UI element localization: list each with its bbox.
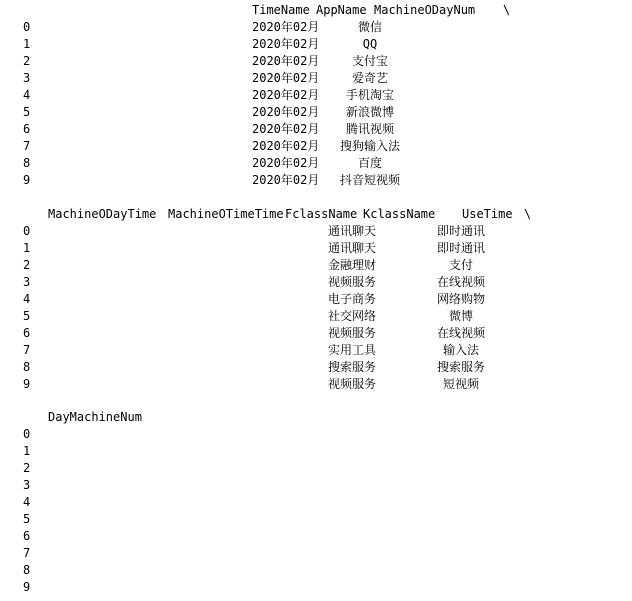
cell-fclassname: 社交网络: [328, 309, 377, 323]
cell-timename: 2020年02月: [252, 88, 320, 102]
table-row: [0, 562, 29, 579]
header-row: [0, 409, 142, 426]
cell-fclassname: 视频服务: [328, 326, 377, 340]
row-index: 8: [23, 360, 31, 374]
table-row: [0, 325, 485, 342]
continuation-marker: \: [524, 207, 532, 221]
row-index: 9: [23, 377, 31, 391]
cell-timename: 2020年02月: [252, 37, 320, 51]
row-index: 7: [23, 546, 31, 560]
table-row: [0, 460, 29, 477]
row-index: 9: [23, 580, 31, 594]
cell-fclassname: 通讯聊天: [328, 241, 377, 255]
table-row: [0, 274, 485, 291]
column-header-daymachinenum: DayMachineNum: [48, 410, 142, 424]
cell-timename: 2020年02月: [252, 173, 320, 187]
cell-kclassname: 在线视频: [436, 326, 485, 340]
row-index: 0: [23, 427, 31, 441]
cell-kclassname: 搜索服务: [436, 360, 485, 374]
row-index: 6: [23, 122, 31, 136]
row-index: 2: [23, 461, 31, 475]
column-header-usetime: UseTime: [462, 207, 513, 221]
cell-timename: 2020年02月: [252, 71, 320, 85]
table-row: [0, 70, 388, 87]
table-row: [0, 104, 394, 121]
row-index: 4: [23, 495, 31, 509]
cell-fclassname: 视频服务: [328, 275, 377, 289]
row-index: 5: [23, 512, 31, 526]
cell-kclassname: 在线视频: [436, 275, 485, 289]
table-row: [0, 308, 473, 325]
cell-fclassname: 电子商务: [328, 292, 377, 306]
row-index: 2: [23, 258, 31, 272]
cell-timename: 2020年02月: [252, 139, 320, 153]
row-index: 6: [23, 529, 31, 543]
dataframe-part-1: [0, 2, 511, 189]
column-header-machineodaytime: MachineODayTime: [48, 207, 157, 221]
column-header-machineodaynum: MachineODayNum: [374, 3, 476, 17]
cell-appname: QQ: [362, 37, 378, 51]
cell-timename: 2020年02月: [252, 20, 320, 34]
table-row: [0, 121, 394, 138]
cell-kclassname: 即时通讯: [436, 241, 485, 255]
cell-timename: 2020年02月: [252, 54, 320, 68]
table-row: [0, 138, 400, 155]
row-index: 3: [23, 478, 31, 492]
row-index: 7: [23, 139, 31, 153]
table-row: [0, 36, 378, 53]
cell-appname: 百度: [357, 156, 382, 170]
row-index: 4: [23, 88, 31, 102]
cell-kclassname: 网络购物: [436, 292, 485, 306]
table-row: [0, 359, 485, 376]
column-header-appname: AppName: [316, 3, 367, 17]
cell-fclassname: 通讯聊天: [328, 224, 377, 238]
cell-appname: 搜狗输入法: [339, 139, 400, 153]
continuation-marker: \: [503, 3, 511, 17]
row-index: 1: [23, 444, 31, 458]
column-header-fclassname: FclassName: [285, 207, 358, 221]
table-row: [0, 545, 29, 562]
table-row: [0, 342, 479, 359]
cell-kclassname: 支付: [448, 258, 473, 272]
table-row: [0, 494, 29, 511]
cell-kclassname: 短视频: [442, 377, 479, 391]
table-row: [0, 376, 479, 393]
column-header-machineotimetime: MachineOTimeTime: [168, 207, 284, 221]
table-row: [0, 155, 382, 172]
cell-kclassname: 输入法: [442, 343, 479, 357]
cell-kclassname: 微博: [448, 309, 473, 323]
row-index: 0: [23, 224, 31, 238]
cell-appname: 支付宝: [351, 54, 388, 68]
row-index: 7: [23, 343, 31, 357]
column-header-kclassname: KclassName: [363, 207, 436, 221]
cell-timename: 2020年02月: [252, 122, 320, 136]
table-row: [0, 87, 394, 104]
table-row: [0, 240, 485, 257]
table-row: [0, 511, 29, 528]
cell-appname: 新浪微博: [345, 105, 394, 119]
cell-timename: 2020年02月: [252, 156, 320, 170]
cell-kclassname: 即时通讯: [436, 224, 485, 238]
row-index: 0: [23, 20, 31, 34]
cell-appname: 爱奇艺: [351, 71, 388, 85]
row-index: 4: [23, 292, 31, 306]
table-row: [0, 579, 29, 596]
cell-appname: 抖音短视频: [339, 173, 400, 187]
cell-appname: 腾讯视频: [345, 122, 394, 136]
row-index: 8: [23, 563, 31, 577]
header-row: [0, 2, 511, 19]
table-row: [0, 443, 29, 460]
row-index: 3: [23, 71, 31, 85]
row-index: 8: [23, 156, 31, 170]
table-row: [0, 257, 473, 274]
row-index: 5: [23, 105, 31, 119]
row-index: 6: [23, 326, 31, 340]
dataframe-part-2: [0, 206, 532, 393]
table-row: [0, 223, 485, 240]
row-index: 5: [23, 309, 31, 323]
cell-timename: 2020年02月: [252, 105, 320, 119]
cell-appname: 手机淘宝: [345, 88, 394, 102]
table-row: [0, 291, 485, 308]
cell-fclassname: 实用工具: [328, 343, 377, 357]
table-row: [0, 53, 388, 70]
row-index: 9: [23, 173, 31, 187]
column-header-timename: TimeName: [252, 3, 310, 17]
table-row: [0, 172, 400, 189]
cell-fclassname: 视频服务: [328, 377, 377, 391]
cell-appname: 微信: [357, 20, 382, 34]
row-index: 1: [23, 37, 31, 51]
table-row: [0, 19, 382, 36]
cell-fclassname: 搜索服务: [328, 360, 377, 374]
table-row: [0, 426, 29, 443]
row-index: 1: [23, 241, 31, 255]
row-index: 3: [23, 275, 31, 289]
table-row: [0, 477, 29, 494]
cell-fclassname: 金融理财: [328, 258, 377, 272]
table-row: [0, 528, 29, 545]
header-row: [0, 206, 532, 223]
row-index: 2: [23, 54, 31, 68]
dataframe-part-3: [0, 409, 142, 596]
